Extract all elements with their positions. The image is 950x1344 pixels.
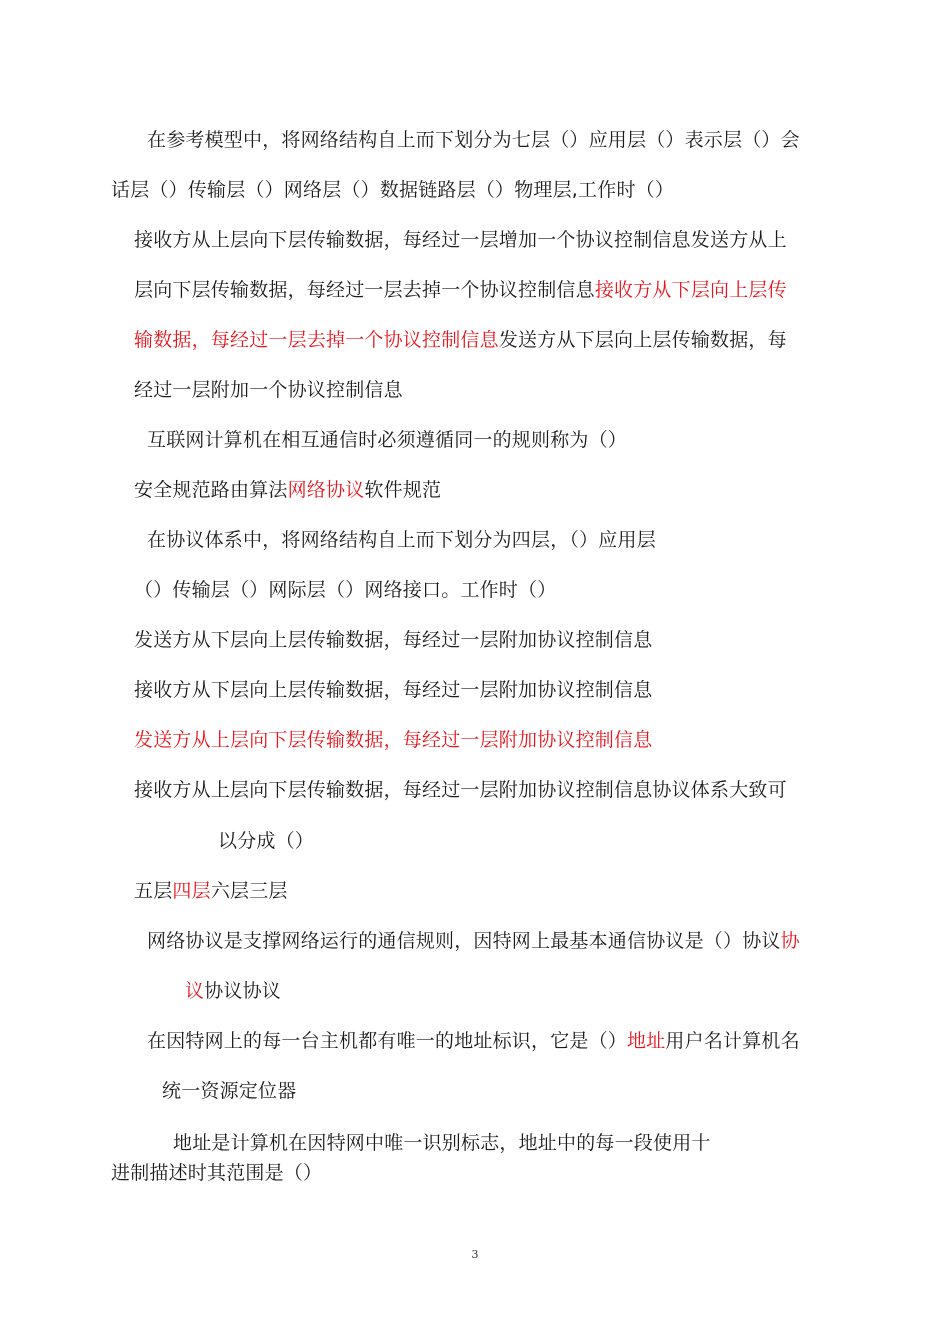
text-line: [134, 327, 787, 353]
line-text: 统一资源定位器: [162, 1080, 297, 1102]
text-line: [134, 878, 288, 904]
line-text: 协议协议: [204, 980, 282, 1002]
line-text: 接收方从上层向下层传输数据，每经过一层增加一个协议控制信息发送方从上: [134, 229, 787, 251]
text-line: [218, 828, 314, 854]
highlighted-answer: 输数据，每经过一层去掉一个协议控制信息: [134, 329, 499, 351]
line-text: 安全规范路由算法: [134, 479, 288, 501]
text-line: [147, 1028, 800, 1054]
line-text: 互联网计算机在相互通信时必须遵循同一的规则称为（）: [147, 429, 628, 451]
text-line: [147, 127, 800, 153]
text-line: [134, 627, 652, 653]
line-text: 用户名计算机名: [665, 1030, 800, 1052]
text-line: [134, 577, 556, 603]
text-line: [173, 1130, 711, 1156]
line-text: 发送方从下层向上层传输数据，每: [498, 329, 787, 351]
line-text: 在因特网上的每一台主机都有唯一的地址标识，它是（）: [147, 1030, 628, 1052]
line-text: 接收方从上层向下层传输数据，每经过一层附加协议控制信息协议体系大致可: [134, 779, 787, 801]
text-line: [162, 1078, 296, 1104]
text-line: [111, 177, 674, 203]
line-text: 层向下层传输数据，每经过一层去掉一个协议控制信息: [134, 279, 595, 301]
highlighted-answer: 协: [780, 930, 800, 952]
line-text: 五层: [134, 880, 173, 902]
line-text: 在协议体系中，将网络结构自上而下划分为四层，（）应用层: [147, 529, 656, 551]
line-text: 经过一层附加一个协议控制信息: [134, 379, 403, 401]
line-text: 进制描述时其范围是（）: [111, 1162, 323, 1184]
text-line: [185, 978, 281, 1004]
line-text: 软件规范: [364, 479, 442, 501]
text-line: [134, 377, 403, 403]
text-line: [147, 928, 800, 954]
page-number: 3: [471, 1248, 479, 1261]
line-text: 话层（）传输层（）网络层（）数据链路层（）物理层,工作时（）: [111, 179, 675, 201]
text-line: [147, 427, 627, 453]
highlighted-answer: 接收方从下层向上层传: [594, 279, 787, 301]
text-line: [134, 727, 652, 753]
highlighted-answer: 网络协议: [287, 479, 365, 501]
text-line: [111, 1160, 322, 1186]
text-line: [134, 227, 787, 253]
line-text: 以分成（）: [218, 830, 315, 852]
text-line: [134, 677, 652, 703]
text-line: [134, 777, 787, 803]
line-text: 发送方从下层向上层传输数据，每经过一层附加协议控制信息: [134, 629, 653, 651]
highlighted-answer: 议: [185, 980, 205, 1002]
line-text: 接收方从下层向上层传输数据，每经过一层附加协议控制信息: [134, 679, 653, 701]
text-line: [147, 527, 656, 553]
highlighted-answer: 四层: [172, 880, 211, 902]
highlighted-answer: 地址: [627, 1030, 666, 1052]
line-text: （）传输层（）网际层（）网络接口。工作时（）: [134, 579, 557, 601]
highlighted-answer: 发送方从上层向下层传输数据，每经过一层附加协议控制信息: [134, 729, 653, 751]
text-line: [134, 477, 441, 503]
line-text: 在参考模型中，将网络结构自上而下划分为七层（）应用层（）表示层（）会: [147, 129, 800, 151]
text-line: [134, 277, 787, 303]
line-text: 网络协议是支撑网络运行的通信规则，因特网上最基本通信协议是（）协议: [147, 930, 781, 952]
line-text: 地址是计算机在因特网中唯一识别标志，地址中的每一段使用十: [173, 1132, 711, 1154]
line-text: 六层三层: [210, 880, 288, 902]
